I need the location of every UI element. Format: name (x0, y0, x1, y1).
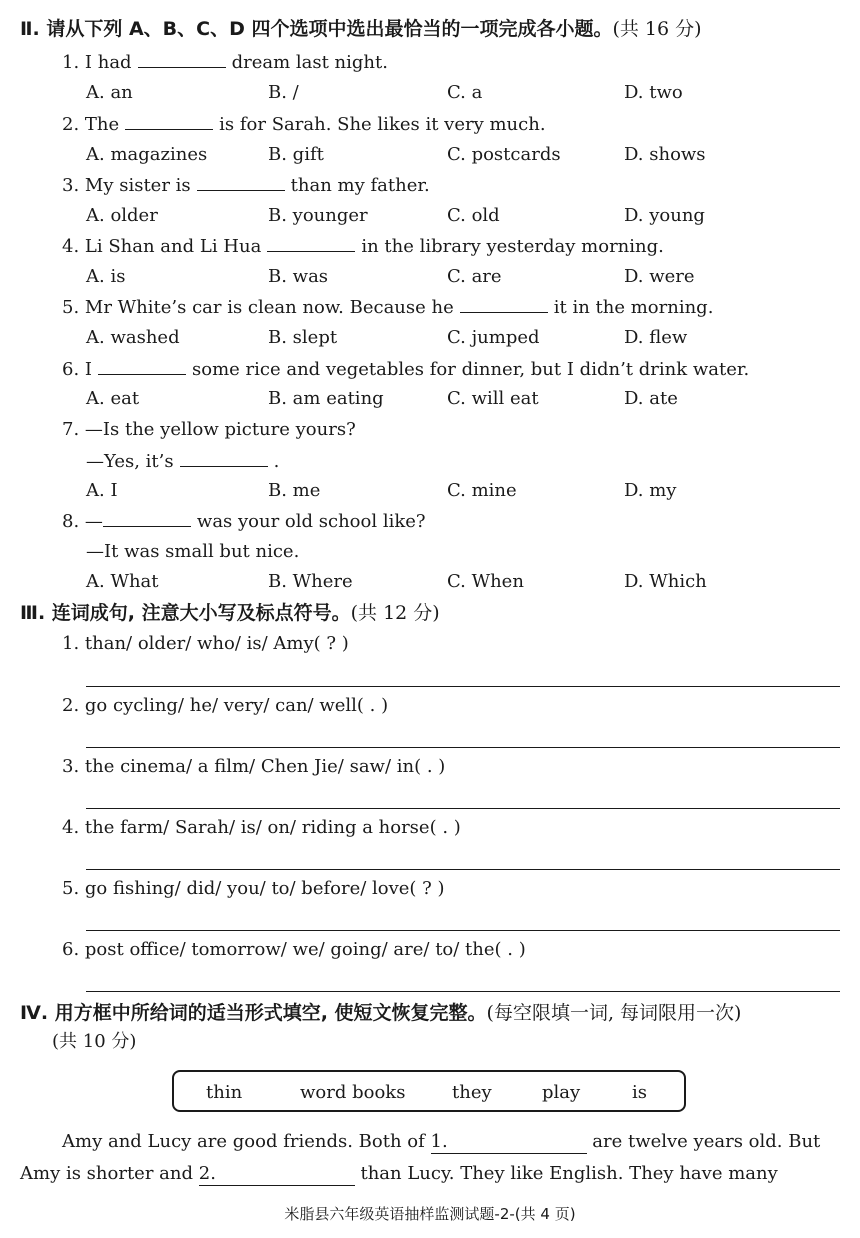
answer-line[interactable] (86, 747, 840, 748)
section-2-heading: Ⅱ. 请从下列 A、B、C、D 四个选项中选出最恰当的一项完成各小题。 (20, 18, 613, 40)
option-a: A. an (86, 82, 133, 103)
answer-blank[interactable] (103, 510, 191, 527)
option-c: C. postcards (447, 144, 561, 165)
answer-blank[interactable] (197, 174, 285, 191)
question-8 (62, 510, 426, 533)
answer-blank[interactable] (460, 296, 548, 313)
answer-blank[interactable] (267, 235, 355, 252)
word-item: they (452, 1082, 492, 1103)
option-a: A. eat (86, 388, 140, 409)
page-footer: 米脂县六年级英语抽样监测试题-2-(共 4 页) (284, 1205, 576, 1223)
option-b: B. me (268, 480, 321, 501)
section-4-points: (共 10 分) (52, 1031, 137, 1052)
answer-line[interactable] (86, 686, 840, 687)
section-2-points: (共 16 分) (612, 18, 702, 40)
section-3-heading: Ⅲ. 连词成句, 注意大小写及标点符号。 (20, 602, 351, 624)
question-text: . (273, 451, 280, 472)
option-c: C. will eat (447, 388, 539, 409)
option-b: B. slept (268, 327, 338, 348)
option-b: B. Where (268, 571, 353, 592)
question-text: 8. — (62, 511, 103, 532)
question-text: 5. Mr White’s car is clean now. Because he (62, 297, 454, 318)
word-item: word books (300, 1082, 406, 1103)
passage-text: than Lucy. They like English. They have many (360, 1163, 778, 1184)
question-text: dream last night. (231, 52, 388, 73)
question-6 (62, 358, 749, 381)
word-item: is (632, 1082, 647, 1103)
question-text: 1. I had (62, 52, 132, 73)
answer-blank[interactable] (125, 113, 213, 130)
question-text: is for Sarah. She likes it very much. (219, 114, 546, 135)
question-4 (62, 235, 664, 258)
question-7-reply (86, 450, 279, 473)
answer-blank[interactable] (180, 450, 268, 467)
passage-text: Amy is shorter and (20, 1163, 194, 1184)
option-d: D. were (624, 266, 695, 287)
question-text: some rice and vegetables for dinner, but I didn’t drink water. (192, 359, 750, 380)
blank-number: 2. (198, 1163, 216, 1184)
question-text: 3. My sister is (62, 175, 191, 196)
option-d: D. my (624, 480, 677, 501)
option-c: C. When (447, 571, 524, 592)
option-d: D. flew (624, 327, 688, 348)
answer-blank-1[interactable] (431, 1131, 587, 1154)
reorder-item-5: 5. go fishing/ did/ you/ to/ before/ love( ? ) (62, 878, 445, 899)
option-a: A. I (86, 480, 118, 501)
option-d: D. young (624, 205, 705, 226)
word-item: play (542, 1082, 581, 1103)
passage-text: Amy and Lucy are good friends. Both of (62, 1131, 425, 1152)
option-d: D. ate (624, 388, 678, 409)
answer-line[interactable] (86, 930, 840, 931)
option-b: B. gift (268, 144, 324, 165)
reorder-item-2: 2. go cycling/ he/ very/ can/ well( . ) (62, 695, 389, 716)
option-a: A. What (86, 571, 159, 592)
section-3-title (20, 602, 440, 624)
question-text: 6. I (62, 359, 93, 380)
reorder-item-1: 1. than/ older/ who/ is/ Amy( ? ) (62, 633, 349, 654)
section-4-heading: Ⅳ. 用方框中所给词的适当形式填空, 使短文恢复完整。 (20, 1002, 487, 1024)
question-7: 7. —Is the yellow picture yours? (62, 419, 356, 440)
answer-blank-2[interactable] (199, 1163, 355, 1186)
question-2 (62, 113, 546, 136)
option-c: C. are (447, 266, 502, 287)
question-text: 4. Li Shan and Li Hua (62, 236, 262, 257)
section-4-title (20, 1002, 741, 1024)
question-text: it in the morning. (553, 297, 714, 318)
option-a: A. washed (86, 327, 180, 348)
question-text: 2. The (62, 114, 120, 135)
option-c: C. mine (447, 480, 517, 501)
question-text: —Yes, it’s (86, 451, 174, 472)
option-c: C. old (447, 205, 500, 226)
option-b: B. am eating (268, 388, 384, 409)
question-text: than my father. (290, 175, 430, 196)
question-3 (62, 174, 430, 197)
section-2-title (20, 18, 702, 40)
answer-line[interactable] (86, 869, 840, 870)
word-item: thin (206, 1082, 243, 1103)
reorder-item-3: 3. the cinema/ a film/ Chen Jie/ saw/ in( . ) (62, 756, 446, 777)
option-b: B. / (268, 82, 299, 103)
option-d: D. two (624, 82, 683, 103)
option-d: D. shows (624, 144, 706, 165)
word-box (172, 1070, 686, 1112)
reorder-item-4: 4. the farm/ Sarah/ is/ on/ riding a horse( . ) (62, 817, 461, 838)
option-a: A. magazines (86, 144, 208, 165)
question-1 (62, 51, 388, 74)
question-5 (62, 296, 713, 319)
answer-blank[interactable] (138, 51, 226, 68)
passage-line-2 (20, 1163, 778, 1186)
option-c: C. a (447, 82, 483, 103)
option-a: A. older (86, 205, 158, 226)
section-3-points: (共 12 分) (350, 602, 440, 624)
question-text: was your old school like? (196, 511, 426, 532)
passage-line-1 (62, 1131, 820, 1154)
option-d: D. Which (624, 571, 707, 592)
blank-number: 1. (430, 1131, 448, 1152)
option-b: B. younger (268, 205, 368, 226)
reorder-item-6: 6. post office/ tomorrow/ we/ going/ are/ to/ the( . ) (62, 939, 526, 960)
question-8-reply: —It was small but nice. (86, 541, 300, 562)
section-4-note: (每空限填一词, 每词限用一次) (486, 1002, 742, 1024)
answer-line[interactable] (86, 808, 840, 809)
option-b: B. was (268, 266, 329, 287)
answer-line[interactable] (86, 991, 840, 992)
option-a: A. is (86, 266, 126, 287)
option-c: C. jumped (447, 327, 540, 348)
question-text: in the library yesterday morning. (361, 236, 664, 257)
passage-text: are twelve years old. But (592, 1131, 821, 1152)
answer-blank[interactable] (98, 358, 186, 375)
